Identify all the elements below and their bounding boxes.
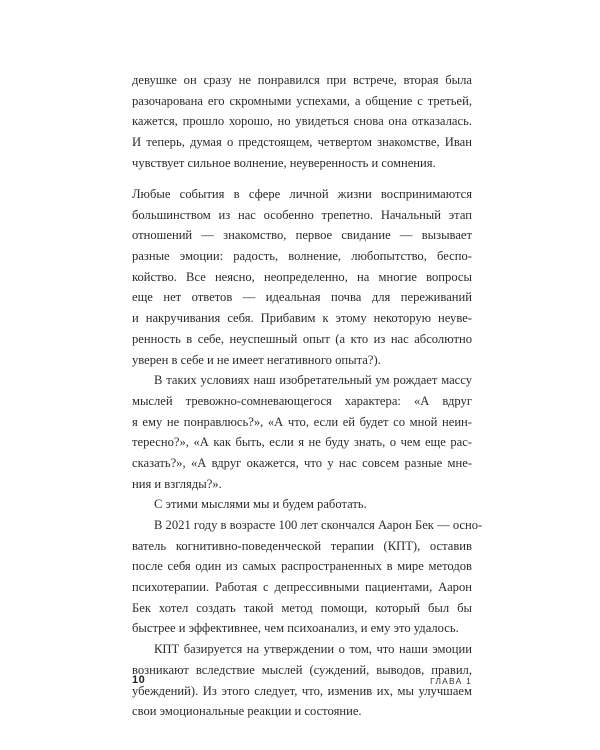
text-line: Любые события в сфере личной жизни воспринимаются	[132, 187, 472, 201]
text-line: кажется, прошло хорошо, но увидеться снова она отказалась.	[132, 114, 472, 129]
text-line: Бек хотел создать такой метод помощи, который был бы	[132, 600, 472, 615]
text-line: после себя один из самых распространенных в мире методов	[132, 559, 472, 574]
text-line: КПТ базируется на утверждении о том, что наши эмоции	[154, 642, 472, 657]
intro-paragraph	[132, 70, 472, 173]
text-line: В 2021 году в возрасте 100 лет скончался Аарон Бек — осно-	[154, 518, 483, 532]
text-line: ренность в себе, неуспешный опыт (а кто из нас абсолютно	[132, 331, 472, 346]
text-line: я ему не понравлюсь?», «А что, если ей будет со мной неин-	[132, 414, 472, 429]
text-line: тересно?», «А как быть, если я не буду знать, о чем еще рас-	[132, 435, 472, 450]
text-line: ния и взгляды?».	[132, 476, 222, 491]
text-line: отношений — знакомство, первое свидание — вызывает	[132, 228, 472, 243]
text-line: чувствует сильное волнение, неуверенность и сомнения.	[132, 155, 436, 170]
text-line: психотерапии. Работая с депрессивными пациентами, Аарон	[132, 580, 472, 595]
text-line: уверен в себе и не имеет негативного опыта?).	[132, 352, 381, 367]
text-line: еще нет ответов — идеальная почва для переживаний	[132, 290, 472, 305]
text-line: И теперь, думая о предстоящем, четвертом знакомстве, Иван	[132, 135, 472, 150]
text-line: мыслей тревожно-сомневающегося характера: «А вдруг	[132, 393, 472, 408]
text-line: возникают вследствие мыслей (суждений, выводов, правил,	[132, 662, 472, 677]
text-line: ватель когнитивно-поведенческой терапии (КПТ), оставив	[132, 538, 472, 553]
text-line: С этими мыслями мы и будем работать.	[154, 497, 367, 512]
text-line: разные эмоции: радость, волнение, любопытство, беспо-	[132, 249, 472, 264]
text-line: и накручивания себя. Прибавим к этому некоторую неуве-	[132, 311, 472, 326]
text-line: девушке он сразу не понравился при встрече, вторая была	[132, 73, 472, 87]
text-line: койство. Все неясно, неопределенно, на многие вопросы	[132, 269, 472, 284]
text-line: быстрее и эффективнее, чем психоанализ, и ему это удалось.	[132, 621, 459, 636]
text-line: большинством из нас особенно трепетно. Начальный этап	[132, 207, 472, 222]
running-footer-chapter: ГЛАВА 1	[430, 676, 472, 686]
text-line: убеждений). Из этого следует, что, изменив их, мы улучшаем	[132, 683, 472, 698]
text-line: сказать?», «А вдруг окажется, что у нас совсем разные мне-	[132, 455, 472, 470]
text-line: В таких условиях наш изобретательный ум рождает массу	[154, 373, 472, 388]
page-number: 10	[132, 674, 146, 686]
text-line: разочарована его скромными успехами, а общение с третьей,	[132, 93, 472, 108]
text-line: свои эмоциональные реакции и состояние.	[132, 704, 362, 719]
main-text	[132, 184, 483, 722]
